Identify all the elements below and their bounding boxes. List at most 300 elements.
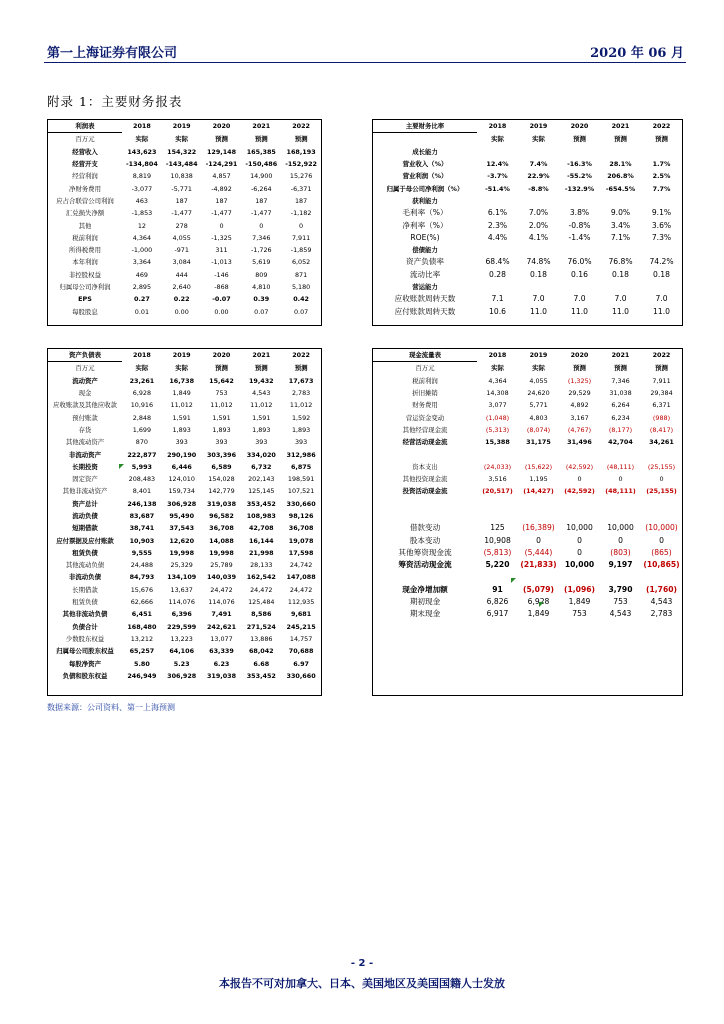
status-header: 实际 <box>135 364 149 373</box>
row-label: 每股净资产 <box>69 659 101 668</box>
cell-value: 31,038 <box>609 389 632 398</box>
cell-value: 4,892 <box>570 401 589 410</box>
cell-value: 809 <box>255 270 268 279</box>
cell-value: 5,180 <box>291 283 311 291</box>
table-row <box>373 269 682 281</box>
cell-value: 15,276 <box>289 172 313 181</box>
row-label: 负债和股东权益 <box>62 671 108 680</box>
cell-value: 7.1 <box>491 294 504 304</box>
cell-value: 6,371 <box>652 401 671 410</box>
cell-value: 246,138 <box>127 499 157 508</box>
table-row <box>48 146 321 158</box>
cell-value: 1,195 <box>529 475 548 484</box>
cell-value: 11,012 <box>170 401 193 410</box>
cell-value: 0.27 <box>134 295 150 304</box>
table-row <box>48 207 321 219</box>
cell-value: 42,704 <box>608 438 633 447</box>
row-label: 折旧摊销 <box>412 389 438 398</box>
table-row <box>48 305 321 317</box>
table-row <box>373 522 682 534</box>
cell-value: 11.0 <box>612 306 629 316</box>
year-header: 2019 <box>172 351 191 360</box>
cell-value: 319,038 <box>206 671 237 680</box>
row-label: 应付账款周转天数 <box>394 306 456 316</box>
cell-value: 4,055 <box>172 233 191 242</box>
table-title: 现金流量表 <box>373 349 477 362</box>
cell-value: 353,452 <box>246 671 276 680</box>
row-label <box>373 571 477 583</box>
cell-value: 24,620 <box>527 389 550 398</box>
table-row <box>373 473 682 485</box>
cell-value: -1.4% <box>568 232 591 242</box>
table-row <box>48 571 321 583</box>
cell-value: 311 <box>215 246 228 255</box>
year-header: 2022 <box>292 351 310 360</box>
row-label: 流动比率 <box>409 269 441 279</box>
cell-value: 0.22 <box>173 295 190 304</box>
cell-value: (8,417) <box>649 425 674 434</box>
cell-value: 202,143 <box>248 475 275 484</box>
table-row <box>373 399 682 411</box>
row-label: 长期投资 <box>72 462 98 471</box>
row-label: 成长能力 <box>412 147 438 156</box>
table-row <box>48 670 321 682</box>
cell-value: 76.0% <box>567 257 592 267</box>
cell-value: -1,000 <box>131 246 153 255</box>
cell-value: (988) <box>652 413 671 422</box>
cell-value: (42,592) <box>565 462 594 471</box>
financial-ratios-table <box>372 119 683 326</box>
cell-value: 12 <box>137 221 146 230</box>
cell-value: 6,826 <box>486 597 509 607</box>
cell-value <box>641 448 682 460</box>
cell-value: 15,676 <box>130 585 154 594</box>
table-row <box>373 158 682 170</box>
year-header: 2019 <box>529 351 548 360</box>
row-label: 筹资活动现金流 <box>398 560 452 570</box>
row-label: 营业利润（%） <box>402 172 448 181</box>
table-row <box>48 448 321 460</box>
cell-value: 6.1% <box>487 208 508 218</box>
row-label: 经营收入 <box>72 147 98 156</box>
table-row <box>48 461 321 473</box>
table-row <box>373 547 682 559</box>
cell-value <box>477 281 518 293</box>
row-label: 财务费用 <box>412 401 438 410</box>
cell-value: 306,928 <box>167 671 197 680</box>
cell-value: 3,790 <box>608 584 633 594</box>
row-label: 营运资金变动 <box>405 413 445 422</box>
cell-value: 330,660 <box>286 499 316 508</box>
table-row <box>373 424 682 436</box>
row-label: 净财务费用 <box>69 184 101 193</box>
cell-value: (1,325) <box>567 376 592 385</box>
cell-value: 3,077 <box>488 401 507 410</box>
table-row <box>48 170 321 182</box>
year-header: 2021 <box>611 351 630 360</box>
cell-value <box>559 281 600 293</box>
table-row <box>373 195 682 207</box>
cell-value: 7.0 <box>655 294 668 304</box>
row-label: 借款变动 <box>409 523 441 533</box>
year-header: 2020 <box>212 122 231 131</box>
cell-value <box>518 146 559 158</box>
cell-value: 187 <box>175 196 188 205</box>
cell-value: 36,708 <box>288 524 314 533</box>
table-title: 主要财务比率 <box>373 120 477 133</box>
cell-value: 393 <box>255 438 268 447</box>
cell-value: 6,396 <box>171 610 192 619</box>
status-header: 预测 <box>573 364 586 373</box>
table-row <box>48 436 321 448</box>
cell-value: 10,916 <box>130 401 154 410</box>
cell-value <box>641 146 682 158</box>
table-row <box>373 571 682 583</box>
cell-value: 4,055 <box>529 376 548 385</box>
cell-value: 10,000 <box>564 560 595 570</box>
row-label: 其他 <box>78 221 92 230</box>
cell-value: 290,190 <box>167 450 197 459</box>
cell-value: 38,741 <box>129 524 155 533</box>
status-header: 实际 <box>491 364 504 373</box>
cell-value: (10,865) <box>643 560 680 570</box>
cell-value <box>559 498 600 510</box>
table-row <box>373 436 682 448</box>
status-header: 实际 <box>532 135 545 144</box>
cell-value: 21,998 <box>248 548 274 557</box>
cell-value: 1,849 <box>568 597 591 607</box>
cell-value: 25,329 <box>170 561 193 570</box>
row-label: 长期借款 <box>72 585 98 594</box>
cell-value: 11.0 <box>530 306 547 316</box>
cell-value: (5,444) <box>524 547 553 557</box>
cell-value <box>518 510 559 522</box>
cell-value: 13,223 <box>170 634 193 643</box>
row-label: 其他经营现金流 <box>402 425 448 434</box>
cell-value: 37,543 <box>169 524 195 533</box>
cell-value: 63,339 <box>209 647 234 656</box>
cell-value: 34,261 <box>649 438 674 447</box>
cell-value: -134,804 <box>126 160 158 169</box>
cell-value: 140,039 <box>206 573 237 582</box>
cell-value: 0.18 <box>612 269 629 279</box>
status-header: 实际 <box>135 135 149 144</box>
cell-value: 187 <box>215 196 228 205</box>
cell-value <box>518 281 559 293</box>
status-header: 预测 <box>294 364 308 373</box>
table-row <box>48 559 321 571</box>
cell-value: 3.4% <box>610 220 631 230</box>
cell-value: 1,592 <box>291 413 311 422</box>
row-label: 投资活动现金流 <box>402 487 448 496</box>
cell-value: (25,155) <box>646 487 677 496</box>
cell-value: (48,111) <box>606 462 635 471</box>
table-row <box>48 498 321 510</box>
table-row <box>48 633 321 645</box>
cell-value: 143,623 <box>127 147 157 156</box>
row-label: 经营利润 <box>72 172 98 181</box>
row-label: 资产负债率 <box>406 257 444 267</box>
cell-value: 10,000 <box>607 523 634 533</box>
cell-value: 246,949 <box>127 671 157 680</box>
cell-value: 753 <box>572 609 587 619</box>
cell-value: 1.7% <box>652 160 671 169</box>
table-row <box>48 485 321 497</box>
table-row <box>373 219 682 231</box>
cell-value: 124,010 <box>168 475 195 484</box>
cell-value: (8,177) <box>608 425 633 434</box>
row-label: 少数股东权益 <box>65 634 105 643</box>
cell-value: 7.1% <box>610 232 631 242</box>
cell-value: 4,543 <box>650 597 673 607</box>
table-row <box>373 510 682 522</box>
row-label: 每股股息 <box>72 307 98 316</box>
row-label: 税前利润 <box>72 233 98 242</box>
cell-value: 0 <box>219 221 224 230</box>
cell-value: 7.0% <box>528 208 549 218</box>
table-title: 资产负债表 <box>48 349 122 362</box>
row-label: 应占合联营公司利润 <box>56 196 114 205</box>
cell-value: 5,771 <box>529 401 548 410</box>
cell-value <box>559 510 600 522</box>
row-label: 现金净增加额 <box>402 584 448 594</box>
table-row <box>48 256 321 268</box>
row-label: 应付票据及应付账款 <box>56 536 114 545</box>
cell-value: 6,589 <box>211 462 232 471</box>
year-header: 2019 <box>172 122 191 131</box>
cell-value: 393 <box>175 438 188 447</box>
cell-value: 229,599 <box>167 622 197 631</box>
row-label: 非流动负债 <box>69 573 101 582</box>
cell-value: 0.00 <box>214 307 229 316</box>
cell-value: (5,079) <box>523 584 554 594</box>
cell-value <box>641 571 682 583</box>
cell-value <box>559 571 600 583</box>
cell-value: 9.1% <box>651 208 672 218</box>
cell-value: (25,155) <box>647 462 676 471</box>
cell-value: 16,738 <box>169 376 195 385</box>
cell-value: 74.2% <box>649 257 674 267</box>
table-row <box>373 461 682 473</box>
cell-value <box>641 195 682 207</box>
cell-value: 134,109 <box>167 573 197 582</box>
cell-value: 11.0 <box>571 306 588 316</box>
cell-value <box>518 571 559 583</box>
cell-value <box>600 281 641 293</box>
cell-value <box>559 448 600 460</box>
cell-value: 91 <box>492 584 503 594</box>
table-row <box>373 485 682 497</box>
row-label: 流动资产 <box>72 376 98 385</box>
row-label <box>373 510 477 522</box>
cell-value: 0.39 <box>253 295 270 304</box>
cell-value: 84,793 <box>129 573 155 582</box>
table-row <box>373 146 682 158</box>
cell-value: 334,020 <box>246 450 276 459</box>
cell-value: 1,591 <box>172 413 191 422</box>
cell-value: -971 <box>174 246 189 255</box>
cell-value: 312,986 <box>286 450 316 459</box>
table-row <box>373 232 682 244</box>
cell-value <box>477 146 518 158</box>
cell-value <box>559 244 600 256</box>
row-label: 其他流动资产 <box>65 438 105 447</box>
table-row <box>373 387 682 399</box>
unit-label: 百万元 <box>415 364 435 373</box>
cell-value: 1,893 <box>252 425 271 434</box>
cell-value: -1,477 <box>250 209 272 218</box>
cell-value: 187 <box>294 196 308 205</box>
table-row <box>48 399 321 411</box>
cell-value: 187 <box>255 196 268 205</box>
row-label: 所得税费用 <box>69 246 101 255</box>
row-label: 应收账款周转天数 <box>394 294 456 304</box>
cell-value: 4,543 <box>252 389 271 398</box>
cell-value: -1,477 <box>211 209 232 218</box>
cell-value: 3.8% <box>569 208 590 218</box>
cell-value: -8.8% <box>528 184 549 193</box>
cell-value: 0 <box>577 547 582 557</box>
row-label: 流动负债 <box>72 512 98 520</box>
cell-value <box>600 195 641 207</box>
cell-value: 0 <box>577 535 582 545</box>
status-header: 预测 <box>614 135 627 144</box>
cell-value: 13,886 <box>250 634 273 643</box>
cell-value: 1,893 <box>291 425 311 434</box>
cell-value: 242,621 <box>206 622 237 631</box>
cell-value: 147,088 <box>286 573 316 582</box>
report-date: 2020 年 06 月 <box>590 46 684 61</box>
cell-value: (4,767) <box>567 425 592 434</box>
page-header <box>47 42 684 60</box>
cell-value: 14,757 <box>289 634 313 643</box>
cell-value: 19,998 <box>169 548 195 557</box>
row-label: 经营活动现金流 <box>402 438 448 447</box>
cell-value: (865) <box>651 547 672 557</box>
cell-value: 3,516 <box>488 475 507 484</box>
row-label: 资产总计 <box>72 499 98 508</box>
cell-value: 4.1% <box>528 232 549 242</box>
cell-value: 1,699 <box>132 425 152 434</box>
year-header: 2021 <box>252 122 271 131</box>
row-label: 净利率（%） <box>402 220 448 230</box>
table-row <box>48 473 321 485</box>
cell-value: 24,742 <box>289 561 313 570</box>
cell-value: 12.4% <box>486 160 509 169</box>
cell-value: 1,849 <box>172 389 191 398</box>
table-row <box>48 534 321 546</box>
table-row <box>373 559 682 571</box>
status-header: 预测 <box>215 364 228 373</box>
cell-value: 9,555 <box>131 548 152 557</box>
cell-value <box>641 244 682 256</box>
status-header: 实际 <box>491 135 504 144</box>
cell-value <box>600 510 641 522</box>
table-row <box>48 182 321 194</box>
cell-value: (21,833) <box>520 560 557 570</box>
year-header: 2020 <box>570 351 589 360</box>
cell-value: 208,483 <box>128 475 156 484</box>
cell-value: 76.8% <box>608 257 633 267</box>
cell-value: -143,484 <box>165 160 198 169</box>
cell-value: 6,928 <box>527 597 550 607</box>
cell-value: -3.7% <box>487 172 508 181</box>
status-header: 预测 <box>254 364 268 373</box>
cell-value: 13,077 <box>210 634 233 643</box>
row-label: EPS <box>78 295 92 304</box>
cell-value: 96,582 <box>209 512 234 520</box>
cell-value: 13,637 <box>170 585 193 594</box>
cell-value: 7,491 <box>211 610 232 619</box>
cell-value: 2.5% <box>652 172 671 181</box>
cell-value: -0.07 <box>212 295 231 304</box>
cell-value: -1,182 <box>290 209 312 218</box>
table-row <box>373 182 682 194</box>
cell-value: 11,012 <box>210 401 233 410</box>
cell-value: 2.0% <box>528 220 549 230</box>
cell-value: -5,771 <box>171 184 192 193</box>
cell-value: (10,000) <box>645 523 678 533</box>
cell-value: 245,215 <box>286 622 316 631</box>
row-label: 资本支出 <box>412 462 438 471</box>
year-header: 2018 <box>133 351 151 360</box>
cell-value: (803) <box>610 547 631 557</box>
cell-value: (1,096) <box>564 584 595 594</box>
cell-value: 8,586 <box>251 610 272 619</box>
cell-value: 330,660 <box>286 671 316 680</box>
cell-value: 6.68 <box>253 659 270 668</box>
table-row <box>48 657 321 669</box>
cell-value: 4,364 <box>132 233 152 242</box>
table-row <box>48 621 321 633</box>
table-row <box>48 269 321 281</box>
cell-value: 22.9% <box>527 172 550 181</box>
cell-value: 7.3% <box>651 232 672 242</box>
cell-value: (42,592) <box>564 487 595 496</box>
table-row <box>48 375 321 387</box>
cell-value: 0.00 <box>174 307 189 316</box>
cell-value: 6,875 <box>290 462 312 471</box>
row-label: 经营开支 <box>72 160 98 169</box>
cell-value: 6,234 <box>611 413 630 422</box>
cell-value: 1,591 <box>252 413 271 422</box>
row-label: 应收账款及其他应收款 <box>53 401 117 410</box>
row-label: 预付账款 <box>72 413 98 422</box>
cell-comment-marker <box>539 602 544 607</box>
row-label: 归属母公司股东权益 <box>56 647 114 656</box>
table-row <box>48 219 321 231</box>
cell-value: 870 <box>135 438 148 447</box>
cell-value: 68,042 <box>248 647 274 656</box>
cell-value: 108,983 <box>246 512 276 520</box>
cell-value <box>518 498 559 510</box>
row-label: 非流动资产 <box>69 450 101 459</box>
cell-value: 159,734 <box>168 487 195 496</box>
table-row <box>48 411 321 423</box>
cell-value: (15,622) <box>524 462 553 471</box>
cell-value <box>518 244 559 256</box>
cell-value: 165,385 <box>246 147 276 156</box>
cell-value: 0 <box>659 475 664 484</box>
table-row <box>373 244 682 256</box>
cell-value: 0.18 <box>530 269 547 279</box>
cell-value: 871 <box>294 270 308 279</box>
cell-value: 10,908 <box>484 535 511 545</box>
cell-value: 5.80 <box>134 659 150 668</box>
table-row <box>373 596 682 608</box>
row-label: 其他非流动负债 <box>62 610 108 619</box>
row-label: 负债合计 <box>72 622 98 631</box>
